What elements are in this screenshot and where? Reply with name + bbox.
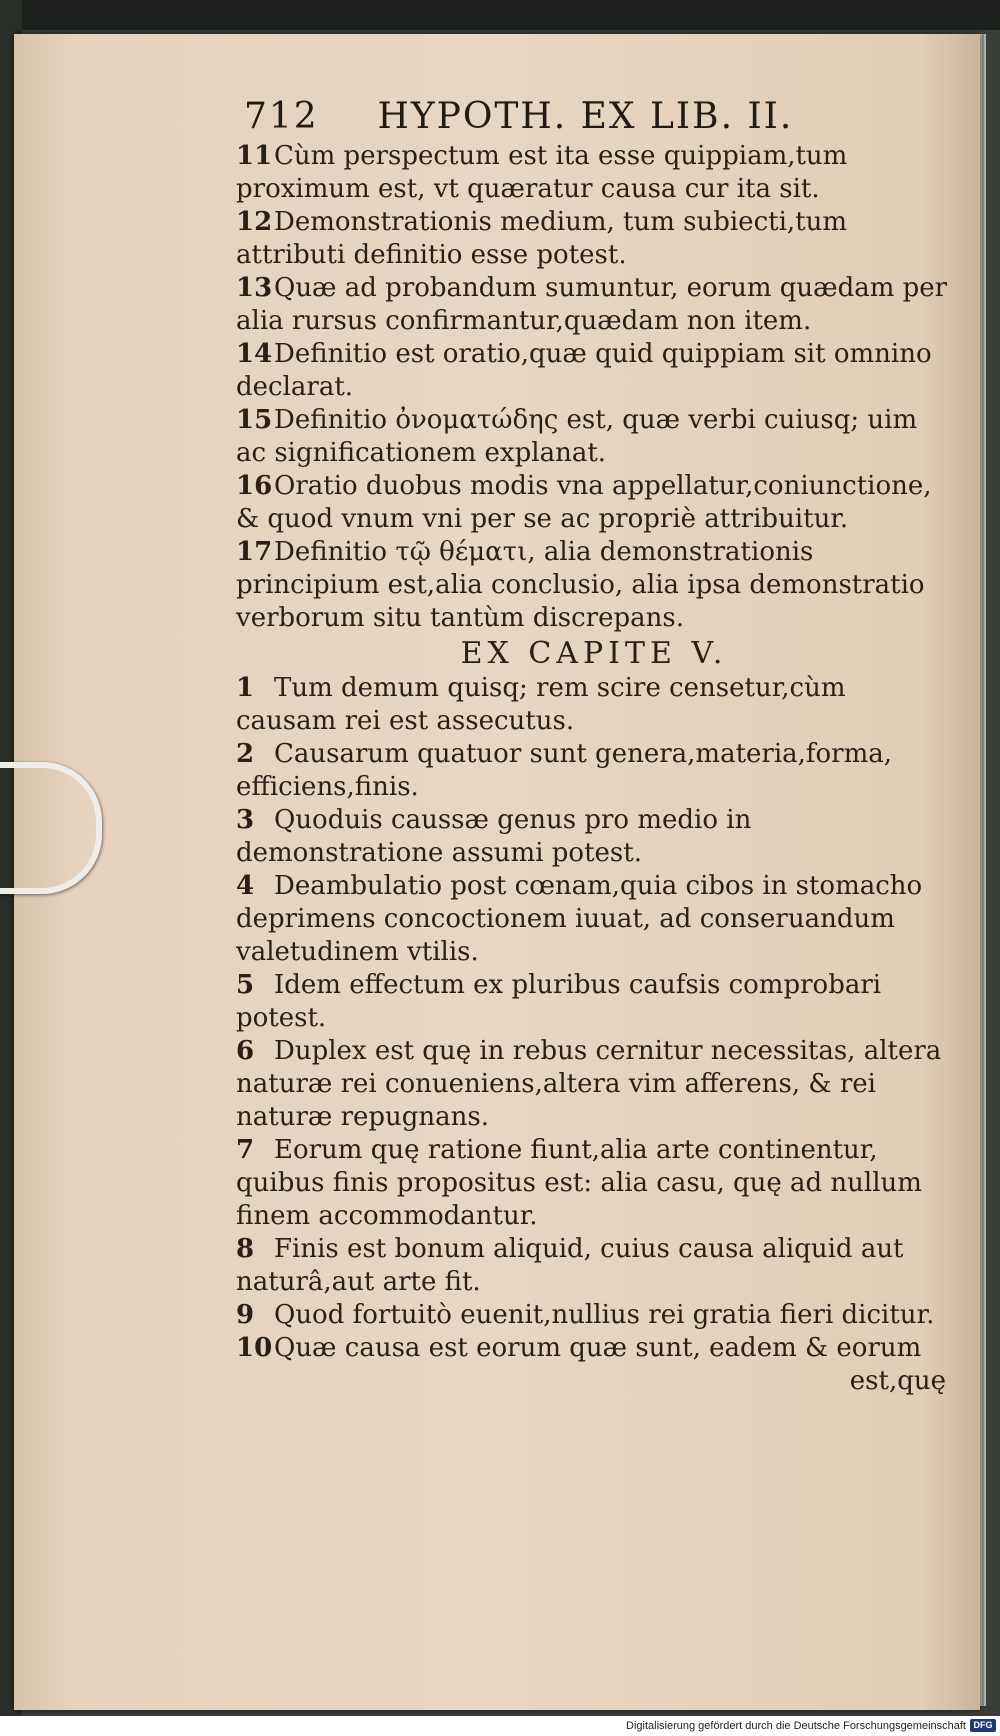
running-header [244,96,884,144]
entry-text: Causarum quatuor sunt genera,materia,forma, efficiens,finis. [236,739,893,802]
entry-text: Quæ ad probandum sumuntur, eorum quædam per alia rursus confirmantur,quædam non item. [236,273,948,336]
page-body [236,140,952,1398]
entry [236,870,952,969]
catchword: est,quę [849,1366,946,1396]
entry-number: 7 [236,1135,255,1165]
entry [236,1299,952,1332]
entry-number: 9 [236,1300,255,1330]
entry-text: Cùm perspectum est ita esse quippiam,tum proximum est, vt quæratur causa cur ita sit. [236,141,848,204]
entry [236,140,952,206]
entry [236,1233,952,1299]
entry-number: 10 [236,1333,273,1363]
entry-number: 2 [236,739,255,769]
entry-number: 15 [236,405,273,435]
entry-text: Idem effectum ex pluribus caufsis comprobari potest. [236,970,882,1033]
entry [236,404,952,470]
entry [236,969,952,1035]
page-number: 712 [244,96,319,137]
entry-text: Tum demum quisq; rem scire censetur,cùm causam rei est assecutus. [236,673,846,736]
entry-number: 6 [236,1036,255,1066]
entry [236,1035,952,1134]
dfg-logo-icon: DFG [970,1719,996,1732]
entry-text: Quæ causa est eorum quæ sunt, eadem & eorum [274,1333,922,1363]
entry-text: Demonstrationis medium, tum subiecti,tum attributi definitio esse potest. [236,207,848,270]
entry-text: Deambulatio post cœnam,quia cibos in stomacho deprimens concoctionem iuuat, ad conseruandum valetudinem vtilis. [236,871,923,967]
entry [236,738,952,804]
entry [236,1332,952,1365]
entry-number: 3 [236,805,255,835]
entry-number: 17 [236,537,273,567]
entry-text: Definitio τῷ θέματι, alia demonstrationis principium est,alia conclusio, alia ipsa demonstratio verborum situ tantùm discrepans. [236,537,925,633]
entry [236,672,952,738]
entry-text: Quoduis caussæ genus pro medio in demonstratione assumi potest. [236,805,752,868]
entry [236,1134,952,1233]
digitization-footer [0,1716,1000,1736]
entry [236,272,952,338]
entry-number: 14 [236,339,273,369]
entry [236,470,952,536]
entry-text: Finis est bonum aliquid, cuius causa aliquid aut naturâ,aut arte fit. [236,1234,904,1297]
entry-text: Duplex est quę in rebus cernitur necessitas, altera naturæ rei conueniens,altera vim afferens, & rei naturæ repugnans. [236,1036,942,1132]
entry [236,804,952,870]
footer-credit: Digitalisierung gefördert durch die Deutsche Forschungsgemeinschaft [626,1720,966,1732]
entry-number: 11 [236,141,273,171]
entry-number: 12 [236,207,273,237]
scan-background-top [0,0,1000,30]
section-title: EX CAPITE V. [460,636,728,671]
entries-after [236,672,952,1365]
entry-number: 1 [236,673,255,703]
entry-number: 8 [236,1234,255,1264]
entry [236,536,952,635]
entry-text: Quod fortuitò euenit,nullius rei gratia fieri dicitur. [274,1300,935,1330]
running-title: HYPOTH. EX LIB. II. [377,96,794,137]
entry-text: Oratio duobus modis vna appellatur,coniunctione, & quod vnum vni per se ac propriè attribuitur. [236,471,932,534]
entry-number: 5 [236,970,255,1000]
entry [236,338,952,404]
entries-before [236,140,952,635]
entry-text: Definitio ὀνοματώδης est, quæ verbi cuiusq; uim ac significationem explanat. [236,405,918,468]
entry-number: 13 [236,273,273,303]
entry-text: Definitio est oratio,quæ quid quippiam sit omnino declarat. [236,339,932,402]
entry-number: 16 [236,471,273,501]
entry-number: 4 [236,871,255,901]
entry [236,206,952,272]
entry-text: Eorum quę ratione fiunt,alia arte continentur, quibus finis propositus est: alia casu, quę ad nullum finem accommodantur. [236,1135,922,1231]
